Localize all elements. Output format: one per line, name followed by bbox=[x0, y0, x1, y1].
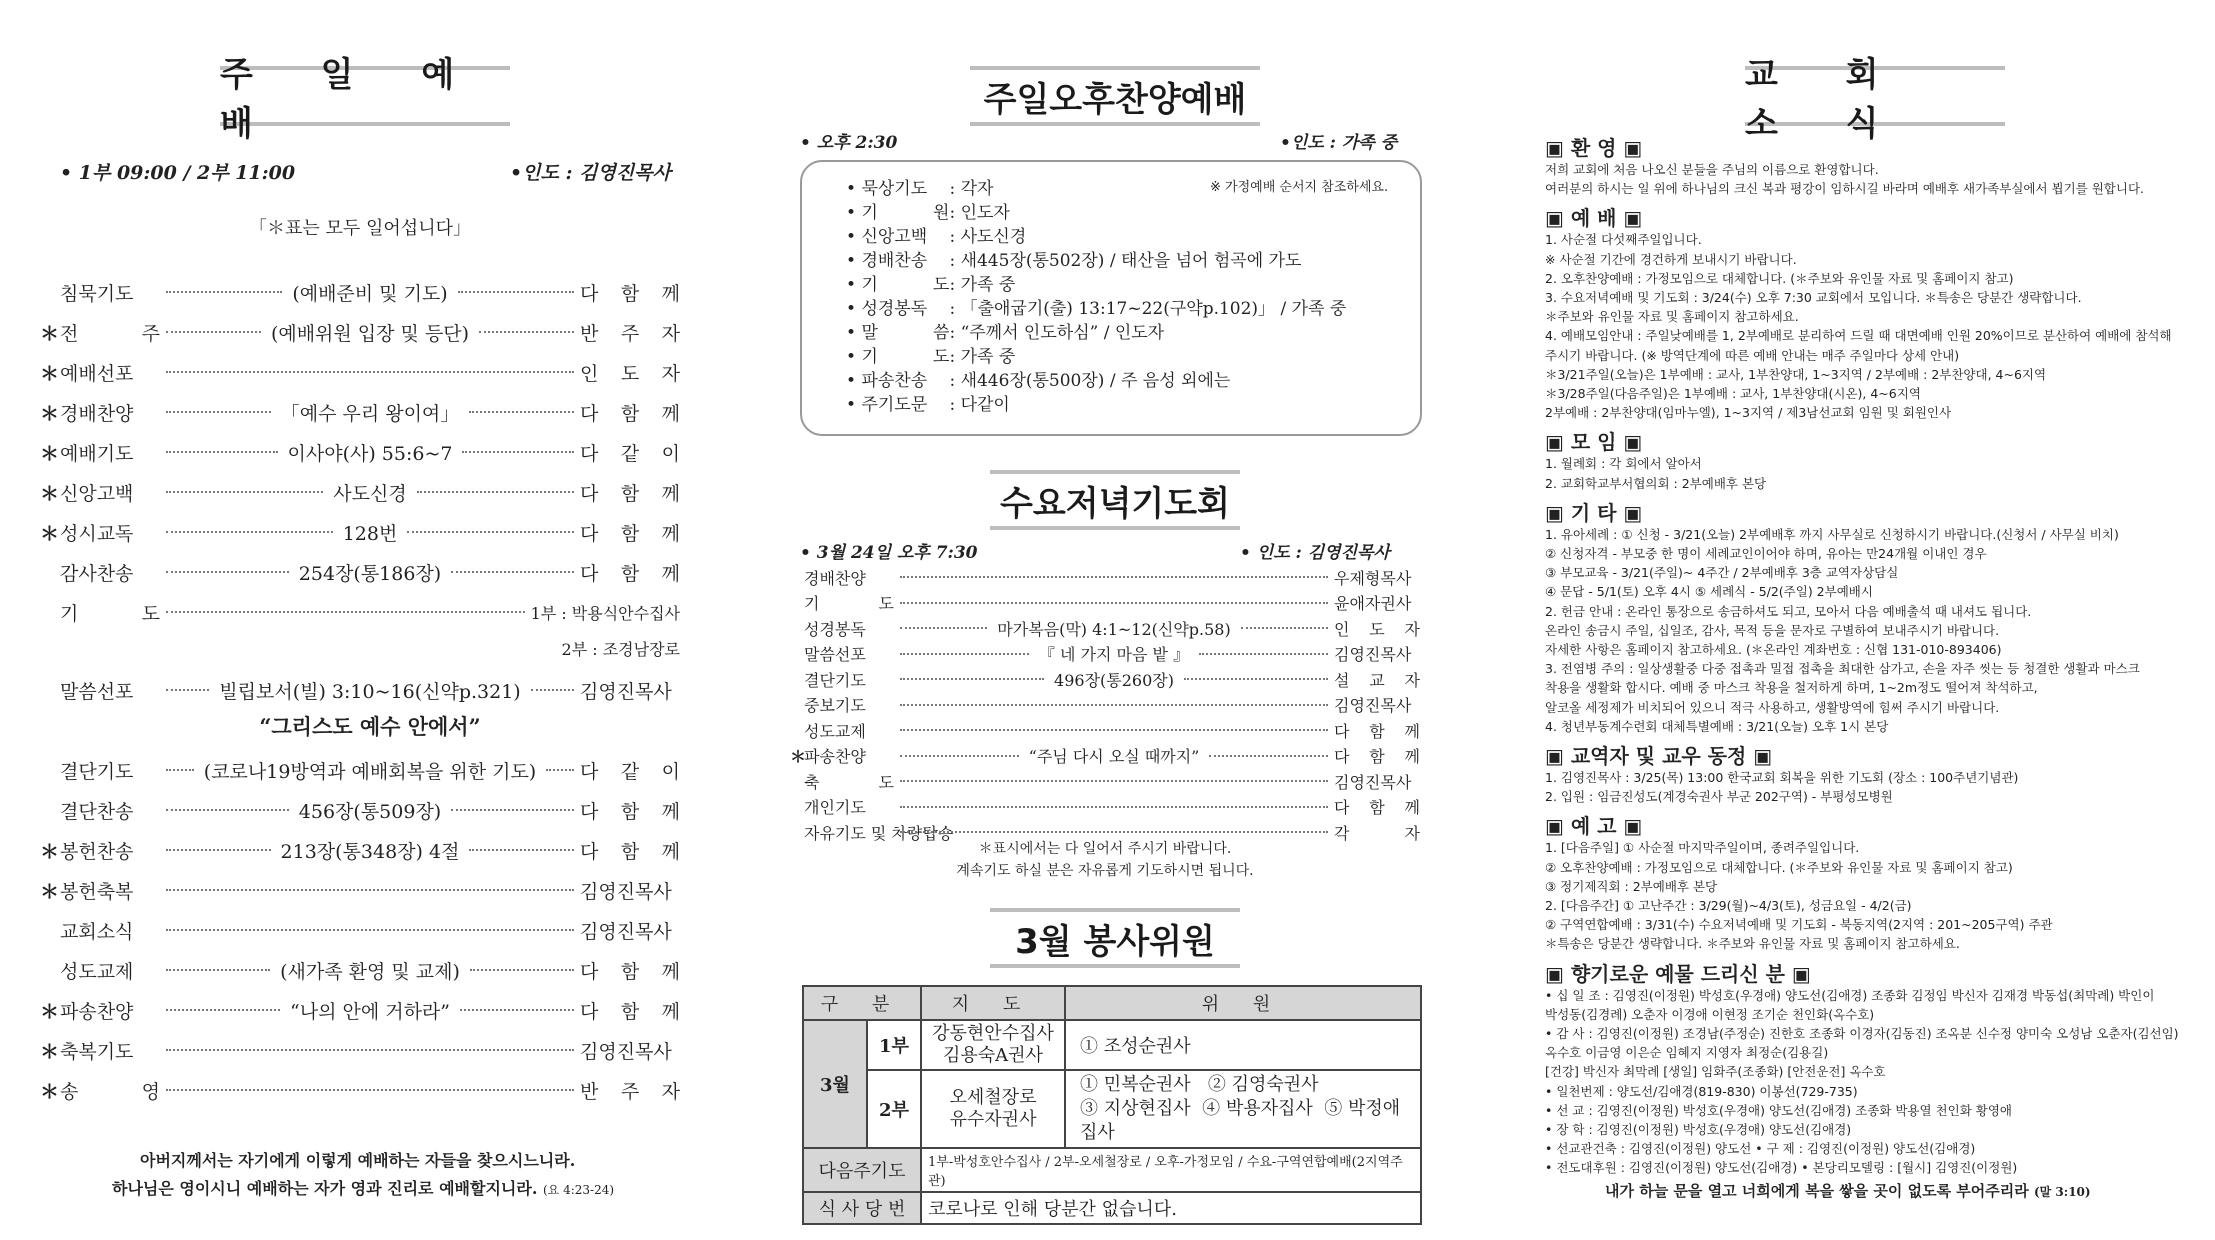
news-line: ※ 사순절 기간에 경건하게 보내시기 바랍니다. bbox=[1545, 251, 1797, 267]
order-item-person: 김영진목사 bbox=[1334, 645, 1412, 664]
afternoon-item-text: : 가족 중 bbox=[949, 275, 1016, 295]
afternoon-order-item: • 주기도문 : 다같이 bbox=[846, 390, 1010, 415]
order-item-detail: 빌립보서(빌) 3:10~16(신약p.321) bbox=[219, 680, 521, 703]
order-item-person: 2부 : 조경남장로 bbox=[561, 639, 680, 659]
verse-line-2-text: 하나님은 영이시니 예배하는 자가 영과 진리로 예배할지니라. bbox=[112, 1179, 538, 1198]
afternoon-item-label: 기 도 bbox=[861, 275, 950, 295]
part-2-members bbox=[1065, 1070, 1421, 1148]
order-item-name: 기 도 bbox=[804, 594, 894, 613]
afternoon-time: • 오후 2:30 bbox=[800, 133, 898, 153]
standing-mark: ＊ bbox=[40, 522, 60, 545]
order-item-name: 예배기도 bbox=[60, 442, 134, 465]
order-item-person: 우제형목사 bbox=[1334, 568, 1412, 588]
order-item-name: 송 영 bbox=[60, 1080, 160, 1103]
afternoon-item-label: 기 도 bbox=[861, 347, 950, 367]
standing-mark: ＊ bbox=[40, 1000, 60, 1023]
afternoon-order-item: • 경배찬송 : 새445장(통502장) / 태산을 넘어 험곡에 가도 bbox=[846, 246, 1301, 271]
news-line: 2. 오후찬양예배 : 가정모임으로 대체합니다. (＊주보와 유인물 자료 및 홈페이지 참고) bbox=[1545, 270, 2014, 286]
news-line: ② 오후찬양예배 : 가정모임으로 대체합니다. (＊주보와 유인물 자료 및 홈페이지 참고) bbox=[1545, 859, 2013, 875]
afternoon-item-label: 경배찬송 bbox=[861, 251, 928, 271]
news-line: 4. 예배모임안내 : 주일낮예배를 1, 2부예배로 분리하여 드릴 때 대면예배 인원 20%이므로 분산하여 예배에 참석해 bbox=[1545, 328, 2172, 344]
order-row bbox=[790, 641, 1420, 667]
news-line: 알코올 세정제가 비치되어 있으니 적극 사용하고, 생활방역에 힘써 주시기 바랍니다. bbox=[1545, 699, 2000, 715]
order-item-detail: 496장(통260장) bbox=[1054, 670, 1174, 690]
order-row bbox=[40, 514, 680, 550]
order-item-person: 인 도 자 bbox=[1334, 619, 1421, 639]
news-line: 3. 수요저녁예배 및 기도회 : 3/24(수) 오후 7:30 교회에서 모입니다. ＊특송은 당분간 생략합니다. bbox=[1545, 290, 2082, 305]
news-line: 4. 청년부동계수련회 대체특별예배 : 3/21(오늘) 오후 1시 본당 bbox=[1545, 718, 1889, 734]
afternoon-item-text: : 가족 중 bbox=[949, 347, 1016, 367]
order-item-detail: “주님 다시 오실 때까지” bbox=[1028, 747, 1200, 766]
news-line: 1. 김영진목사 : 3/25(목) 13:00 한국교회 회복을 위한 기도회 (장소 : 100주년기념관) bbox=[1545, 770, 2019, 785]
wednesday-leader: • 인도 : 김영진목사 bbox=[1240, 543, 1390, 563]
service-times: • 1부 09:00 / 2부 11:00 bbox=[60, 162, 296, 184]
afternoon-leader: •인도 : 가족 중 bbox=[1280, 133, 1398, 153]
family-worship-note: ※ 가정예배 순서지 참조하세요. bbox=[1210, 180, 1389, 195]
part-1-cell: 1부 bbox=[867, 1020, 921, 1070]
order-item-detail: 128번 bbox=[342, 522, 398, 545]
order-item-name: 말씀선포 bbox=[60, 680, 134, 703]
news-section-heading: ▣ 향기로운 예물 드리신 분 ▣ bbox=[1545, 961, 1811, 986]
closing-verse bbox=[1605, 1180, 2091, 1201]
news-section-heading: ▣ 모 임 ▣ bbox=[1545, 430, 1643, 455]
standing-mark: ＊ bbox=[40, 362, 60, 385]
order-item-person: 다 함 께 bbox=[1334, 721, 1420, 741]
standing-mark: ＊ bbox=[40, 322, 60, 345]
order-row bbox=[40, 594, 680, 630]
member-1: ① 민복순권사 bbox=[1080, 1074, 1191, 1095]
member-5: ⑤ 박정애집사 bbox=[1080, 1098, 1401, 1143]
news-line: 2. 헌금 안내 : 온라인 통장으로 송금하셔도 되고, 모아서 다음 예배출석 때 내셔도 됩니다. bbox=[1545, 603, 2032, 619]
afternoon-item-text: : 새445장(통502장) / 태산을 넘어 험곡에 가도 bbox=[949, 251, 1302, 271]
standing-mark: ＊ bbox=[40, 442, 60, 465]
standing-mark: ＊ bbox=[790, 747, 807, 766]
news-line: 저희 교회에 처음 나오신 분들을 주님의 이름으로 환영합니다. bbox=[1545, 162, 1879, 177]
member-2: ② 김영숙권사 bbox=[1207, 1074, 1319, 1095]
order-item-person: 반 주 자 bbox=[580, 322, 681, 345]
order-item-person: 다 같 이 bbox=[580, 442, 680, 465]
afternoon-item-label: 기 원 bbox=[861, 203, 950, 223]
part-1-leaders bbox=[921, 1020, 1065, 1070]
order-row bbox=[40, 752, 680, 788]
afternoon-item-label: 묵상기도 bbox=[861, 179, 928, 199]
order-item-detail: (예배준비 및 기도) bbox=[292, 282, 448, 305]
order-row bbox=[40, 992, 680, 1028]
news-line: • 선교관건축 : 김영진(이정원) 양도선 • 구 제 : 김영진(이정원) 양도선(김애경) bbox=[1545, 1141, 1976, 1157]
order-item-detail: 213장(통348장) 4절 bbox=[280, 840, 460, 863]
order-item-person: 다 함 께 bbox=[580, 282, 681, 305]
order-row bbox=[790, 794, 1420, 820]
afternoon-item-label: 신앙고백 bbox=[861, 227, 928, 247]
order-row bbox=[40, 394, 680, 430]
afternoon-wednesday-column bbox=[790, 0, 1430, 1240]
news-section-heading: ▣ 예 고 ▣ bbox=[1545, 814, 1643, 839]
part-2-leader-2: 유수자권사 bbox=[949, 1109, 1037, 1130]
order-item-name: 침묵기도 bbox=[60, 282, 134, 305]
next-week-prayer-label: 다음주기도 bbox=[803, 1148, 921, 1192]
order-item-name: 자유기도 및 차량탑승 bbox=[804, 823, 954, 843]
order-item-person: 다 같 이 bbox=[580, 760, 680, 783]
standing-mark: ＊ bbox=[40, 402, 60, 425]
news-line: 3. 전염병 주의 : 일상생활중 다중 접촉과 밀접 접촉을 최대한 삼가고, 손을 자주 씻는 등 청결한 생활과 마스크 bbox=[1545, 661, 2140, 677]
news-section-heading: ▣ 교역자 및 교우 동정 ▣ bbox=[1545, 744, 1773, 768]
order-item-person: 김영진목사 bbox=[580, 920, 672, 943]
order-row bbox=[40, 630, 680, 666]
order-row bbox=[40, 1032, 680, 1068]
order-item-person: 다 함 께 bbox=[580, 482, 681, 505]
news-line: • 십 일 조 : 김영진(이정원) 박성호(우경애) 양도선(김애경) 조종화 김정임 박신자 김재경 박동섭(최막례) 박인이 bbox=[1545, 987, 2155, 1003]
order-item-name: 성시교독 bbox=[60, 522, 134, 545]
wednesday-prayer-title: 수요저녁기도회 bbox=[990, 470, 1240, 530]
order-item-name: 성도교제 bbox=[60, 960, 134, 983]
news-line: ＊3/28주일(다음주일)은 1부예배 : 교사, 1부찬양대(시온), 4~6지역 bbox=[1545, 386, 1921, 401]
news-line: 1. [다음주일] ① 사순절 마지막주일이며, 종려주일입니다. bbox=[1545, 840, 1860, 856]
news-line: 온라인 송금시 주일, 십일조, 감사, 목적 등을 문자로 구별하여 보내주시기 바랍니다. bbox=[1545, 622, 2000, 638]
table-row bbox=[803, 1020, 1421, 1070]
order-item-person: 김영진목사 bbox=[1334, 696, 1412, 715]
afternoon-item-label: 말 씀 bbox=[861, 323, 950, 343]
order-row bbox=[40, 554, 680, 590]
news-section-heading: ▣ 기 타 ▣ bbox=[1545, 500, 1643, 525]
news-line: 자세한 사항은 홈페이지 참고하세요. (＊온라인 계좌번호 : 신협 131-010-893406) bbox=[1545, 642, 2002, 657]
header-members: 위 원 bbox=[1065, 986, 1421, 1020]
afternoon-order-item: • 파송찬송 : 새446장(통500장) / 주 음성 외에는 bbox=[846, 366, 1230, 391]
afternoon-item-label: 주기도문 bbox=[861, 395, 928, 415]
news-line: 1. 사순절 다섯째주일입니다. bbox=[1545, 232, 1702, 248]
table-header-row bbox=[803, 986, 1421, 1020]
order-row bbox=[40, 474, 680, 510]
order-item-detail: (코로나19방역과 예배회복을 위한 기도) bbox=[203, 760, 537, 783]
order-row bbox=[790, 768, 1420, 794]
order-row bbox=[40, 792, 680, 828]
order-item-name: 파송찬양 bbox=[60, 1000, 134, 1023]
order-item-name: 예배선포 bbox=[60, 362, 134, 385]
news-line: 옥수호 이금영 이은순 임혜지 지영자 최정순(김용길) bbox=[1545, 1045, 1829, 1061]
order-item-name: 봉헌축복 bbox=[60, 880, 134, 903]
order-item-person: 김영진목사 bbox=[1334, 772, 1412, 792]
order-row bbox=[790, 564, 1420, 590]
order-item-name: 축복기도 bbox=[60, 1040, 134, 1063]
part-2-cell: 2부 bbox=[867, 1070, 921, 1148]
order-item-person: 설 교 자 bbox=[1334, 670, 1420, 690]
news-line: ＊주보와 유인물 자료 및 홈페이지 참고하세요. bbox=[1545, 309, 1799, 325]
sermon-title: “그리스도 예수 안에서” bbox=[259, 714, 481, 739]
standing-mark: ＊ bbox=[40, 1080, 60, 1103]
order-item-detail: 456장(통509장) bbox=[298, 800, 442, 823]
news-line: ③ 부모교육 - 3/21(주일)~ 4주간 / 2부예배후 3층 교역자상담실 bbox=[1545, 565, 1899, 581]
afternoon-item-text: : 각자 bbox=[949, 179, 994, 199]
afternoon-item-text: : 인도자 bbox=[949, 203, 1010, 223]
order-item-person: 다 함 께 bbox=[580, 402, 680, 425]
order-item-person: 인 도 자 bbox=[580, 362, 680, 385]
order-item-person: 김영진목사 bbox=[580, 1040, 672, 1063]
order-item-name: 신앙고백 bbox=[60, 482, 134, 505]
order-row bbox=[40, 708, 680, 744]
order-row bbox=[40, 832, 680, 868]
service-leader: •인도 : 김영진목사 bbox=[510, 162, 671, 184]
order-row bbox=[790, 666, 1420, 692]
order-row bbox=[40, 912, 680, 948]
order-item-name: 경배찬양 bbox=[804, 568, 866, 588]
standing-mark: ＊ bbox=[40, 840, 60, 863]
order-item-detail: 마가복음(막) 4:1~12(신약p.58) bbox=[997, 619, 1231, 639]
order-item-detail: (새가족 환영 및 교제) bbox=[280, 960, 460, 983]
order-item-person: 다 함 께 bbox=[580, 522, 680, 545]
volunteers-title: 3월 봉사위원 bbox=[990, 908, 1240, 968]
news-line: 2. 입원 : 임금진성도(계경숙권사 부군 202구역) - 부평성모병원 bbox=[1545, 789, 1893, 805]
afternoon-item-text: : 「출애굽기(출) 13:17~22(구약p.102)」 / 가족 중 bbox=[949, 299, 1347, 319]
news-line: ③ 정기제직회 : 2부예배후 본당 bbox=[1545, 878, 1718, 894]
afternoon-order-item: • 신앙고백 : 사도신경 bbox=[846, 222, 1026, 247]
standing-mark: ＊ bbox=[40, 1040, 60, 1063]
news-line: • 장 학 : 김영진(이정원) 박성호(우경애) 양도선(김애경) bbox=[1545, 1122, 1852, 1137]
order-row bbox=[40, 872, 680, 908]
order-row bbox=[790, 743, 1420, 769]
order-item-name: 감사찬송 bbox=[60, 562, 134, 585]
order-item-detail: 254장(통186장) bbox=[298, 562, 442, 585]
order-item-name: 축 도 bbox=[804, 772, 894, 792]
sunday-worship-title: 주 일 예 배 bbox=[220, 66, 510, 126]
wednesday-note-2: 계속기도 하실 분은 자유롭게 기도하시면 됩니다. bbox=[956, 863, 1254, 879]
standing-mark: ＊ bbox=[40, 880, 60, 903]
next-week-prayer-value: 1부-박성호안수집사 / 2부-오세철장로 / 오후-가정모임 / 수요-구역연합예배(2지역주관) bbox=[921, 1148, 1421, 1192]
afternoon-item-text: : 사도신경 bbox=[949, 227, 1027, 247]
order-item-name: 결단찬송 bbox=[60, 800, 134, 823]
news-line: • 선 교 : 김영진(이정원) 박성호(우경애) 양도선(김애경) 조종화 박용열 천인화 황영애 bbox=[1545, 1102, 2012, 1118]
standing-note: 「＊표는 모두 일어섭니다」 bbox=[249, 218, 471, 239]
afternoon-order-item: • 성경봉독 : 「출애굽기(출) 13:17~22(구약p.102)」 / 가족 중 bbox=[846, 294, 1346, 319]
order-row bbox=[40, 314, 680, 350]
afternoon-order-item: • 묵상기도 : 각자 bbox=[846, 174, 993, 199]
wednesday-note-1: ＊표시에서는 다 일어서 주시기 바랍니다. bbox=[978, 841, 1232, 857]
order-item-name: 결단기도 bbox=[804, 670, 866, 690]
news-line: 주시기 바랍니다. (※ 방역단계에 따른 예배 안내는 매주 주일마다 상세 안내) bbox=[1545, 347, 1960, 363]
afternoon-item-label: 성경봉독 bbox=[861, 299, 928, 319]
verse-ref: (요 4:23-24) bbox=[542, 1183, 615, 1197]
church-news-column bbox=[1545, 0, 2185, 1240]
order-item-person: 다 함 께 bbox=[1334, 747, 1421, 766]
meal-duty-value: 코로나로 인해 당분간 없습니다. bbox=[921, 1192, 1421, 1224]
order-item-name: 봉헌찬송 bbox=[60, 840, 134, 863]
news-section-heading: ▣ 환 영 ▣ bbox=[1545, 136, 1643, 160]
afternoon-item-text: : “주께서 인도하심” / 인도자 bbox=[949, 323, 1165, 343]
meal-duty-label: 식 사 당 번 bbox=[803, 1192, 921, 1224]
news-line: • 감 사 : 김영진(이정원) 조경남(주정순) 진한호 조종화 이경자(김동진) 조옥분 신수정 양미숙 오성남 오춘자(김선임) bbox=[1545, 1026, 2179, 1041]
order-item-detail: “나의 안에 거하라” bbox=[290, 1000, 450, 1023]
sunday-worship-column bbox=[40, 0, 690, 1240]
news-line: • 전도대후원 : 김영진(이정원) 양도선(김애경) • 본당리모델링 : [월시] 김영진(이정원) bbox=[1545, 1160, 2018, 1176]
news-line: ② 구역연합예배 : 3/31(수) 수요저녁예배 및 기도회 - 북동지역(2지역 : 201~205구역) 주관 bbox=[1545, 917, 2053, 933]
order-item-detail: 이사야(사) 55:6~7 bbox=[287, 442, 453, 465]
news-section-heading: ▣ 예 배 ▣ bbox=[1545, 206, 1643, 231]
order-item-name: 말씀선포 bbox=[804, 645, 866, 664]
news-line: ② 신청자격 - 부모중 한 명이 세례교인이어야 하며, 유아는 만24개월 이내인 경우 bbox=[1545, 546, 1987, 561]
order-row bbox=[40, 354, 680, 390]
order-item-name: 기 도 bbox=[60, 602, 160, 625]
part-2-leader-1: 오세철장로 bbox=[949, 1087, 1037, 1108]
order-item-name: 개인기도 bbox=[804, 798, 866, 817]
order-item-name: 성경봉독 bbox=[804, 619, 866, 639]
closing-verse-ref: (말 3:10) bbox=[2033, 1185, 2091, 1199]
order-row bbox=[40, 672, 680, 708]
news-line: 2. 교회학교부서협의회 : 2부예배후 본당 bbox=[1545, 475, 1767, 491]
header-division: 구 분 bbox=[803, 986, 921, 1020]
part-1-leader-2: 김용숙A권사 bbox=[943, 1045, 1043, 1066]
afternoon-item-label: 파송찬송 bbox=[861, 371, 928, 391]
closing-verse-text: 내가 하늘 문을 열고 너희에게 복을 쌓을 곳이 없도록 부어주리라 bbox=[1605, 1182, 2029, 1200]
order-item-person: 김영진목사 bbox=[580, 680, 672, 703]
order-item-person: 반 주 자 bbox=[580, 1080, 680, 1103]
member-3: ③ 지상현집사 bbox=[1080, 1098, 1191, 1119]
order-row bbox=[40, 274, 680, 310]
news-line: 박성동(김경례) 오춘자 이경애 이현정 조기순 천인화(옥수호) bbox=[1545, 1006, 1875, 1022]
news-line: ＊3/21주일(오늘)은 1부예배 : 교사, 1부찬양대, 1~3지역 / 2부예배 : 2부찬양대, 4~6지역 bbox=[1545, 366, 2047, 382]
afternoon-order-item: • 기 도: 가족 중 bbox=[846, 270, 1015, 295]
news-line: 착용을 생활화 합시다. 예배 중 마스크 착용을 철저하게 하며, 1~2m정도 떨어져 착석하고, bbox=[1545, 680, 2038, 696]
news-line: 여러분의 하시는 일 위에 하나님의 크신 복과 평강이 임하시길 바라며 예배후 새가족부실에서 뵙기를 원합니다. bbox=[1545, 181, 2145, 197]
order-row bbox=[790, 615, 1420, 641]
member-4: ④ 박용자집사 bbox=[1202, 1098, 1313, 1119]
news-line: 2. [다음주간] ① 고난주간 : 3/29(월)~4/3(토), 성금요일 - 4/2(금) bbox=[1545, 898, 1912, 913]
order-item-detail: 『 네 가지 마음 밭 』 bbox=[1038, 645, 1190, 664]
order-item-person: 다 함 께 bbox=[580, 800, 681, 823]
order-item-person: 1부 : 박용식안수집사 bbox=[530, 603, 680, 623]
month-cell: 3월 bbox=[803, 1020, 867, 1148]
order-item-name: 전 주 bbox=[60, 322, 160, 345]
order-item-person: 다 함 께 bbox=[580, 840, 680, 863]
table-row bbox=[803, 1148, 1421, 1192]
order-item-name: 결단기도 bbox=[60, 760, 134, 783]
order-item-detail: 사도신경 bbox=[333, 482, 407, 505]
news-line: 1. 월례회 : 각 회에서 알아서 bbox=[1545, 456, 1702, 472]
part-1-members: ① 조성순권사 bbox=[1065, 1020, 1421, 1070]
volunteers-table bbox=[802, 985, 1422, 1225]
order-row bbox=[790, 717, 1420, 743]
order-row bbox=[40, 1072, 680, 1108]
order-row bbox=[40, 434, 680, 470]
news-line: ＊특송은 당분간 생략합니다. ＊주보와 유인물 자료 및 홈페이지 참고하세요. bbox=[1545, 936, 1960, 952]
news-line: • 일천번제 : 양도선/김애경(819-830) 이봉선(729-735) bbox=[1545, 1083, 1858, 1099]
order-row bbox=[790, 692, 1420, 718]
verse-line-1: 아버지께서는 자기에게 이렇게 예배하는 자들을 찾으시느니라. bbox=[140, 1151, 576, 1170]
news-line: 1. 유아세례 : ① 신청 - 3/21(오늘) 2부예배후 까지 사무실로 신청하시기 바랍니다.(신청서 / 사무실 비치) bbox=[1545, 526, 2119, 542]
header-leader: 지 도 bbox=[921, 986, 1065, 1020]
news-line: ④ 문답 - 5/1(토) 오후 4시 ⑤ 세례식 - 5/2(주일) 2부예배시 bbox=[1545, 584, 1873, 600]
order-item-person: 다 함 께 bbox=[1334, 798, 1420, 817]
order-item-name: 교회소식 bbox=[60, 920, 134, 943]
order-item-name: 경배찬양 bbox=[60, 402, 134, 425]
order-item-detail: (예배위원 입장 및 등단) bbox=[270, 322, 470, 345]
order-item-name: 파송찬양 bbox=[804, 747, 866, 766]
order-item-person: 윤애자권사 bbox=[1334, 594, 1412, 613]
table-row bbox=[803, 1192, 1421, 1224]
church-news-title: 교 회 소 식 bbox=[1745, 66, 2005, 126]
afternoon-order-item: • 말 씀: “주께서 인도하심” / 인도자 bbox=[846, 318, 1164, 343]
order-item-detail: 「예수 우리 왕이여」 bbox=[280, 402, 460, 425]
afternoon-order-item: • 기 도: 가족 중 bbox=[846, 342, 1015, 367]
order-item-person: 김영진목사 bbox=[580, 880, 672, 903]
part-1-leader-1: 강동현안수집사 bbox=[932, 1023, 1054, 1044]
order-item-person: 다 함 께 bbox=[580, 562, 681, 585]
order-item-name: 성도교제 bbox=[804, 721, 866, 741]
news-line: 2부예배 : 2부찬양대(임마누엘), 1~3지역 / 제3남선교회 임원 및 회원인사 bbox=[1545, 405, 1952, 421]
afternoon-item-text: : 새446장(통500장) / 주 음성 외에는 bbox=[949, 371, 1231, 391]
order-row bbox=[790, 590, 1420, 616]
order-item-name: 중보기도 bbox=[804, 696, 866, 715]
table-row bbox=[803, 1070, 1421, 1148]
wednesday-time: • 3월 24일 오후 7:30 bbox=[800, 543, 978, 563]
standing-mark: ＊ bbox=[40, 482, 60, 505]
afternoon-worship-title: 주일오후찬양예배 bbox=[970, 66, 1260, 126]
order-item-person: 각 자 bbox=[1334, 823, 1420, 843]
news-line: [건강] 박신자 최막례 [생일] 임화주(조종화) [안전운전] 옥수호 bbox=[1545, 1064, 1886, 1080]
verse-line-2 bbox=[112, 1176, 614, 1199]
part-2-leaders bbox=[921, 1070, 1065, 1148]
order-item-person: 다 함 께 bbox=[580, 1000, 681, 1023]
order-row bbox=[40, 952, 680, 988]
order-item-person: 다 함 께 bbox=[580, 960, 680, 983]
afternoon-item-text: : 다같이 bbox=[949, 395, 1010, 415]
afternoon-order-item: • 기 원: 인도자 bbox=[846, 198, 1010, 223]
